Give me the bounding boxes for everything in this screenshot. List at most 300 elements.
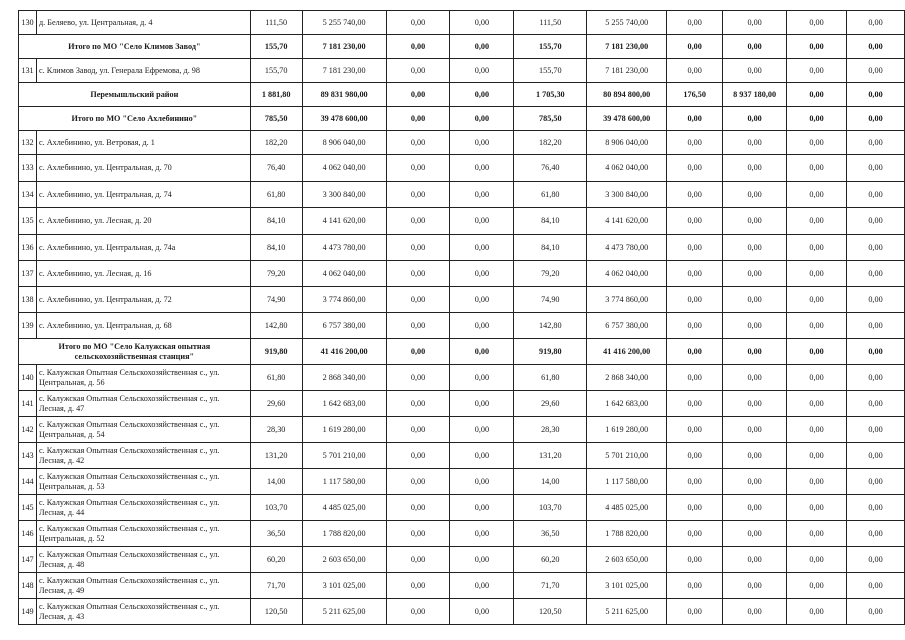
value-cell-c3: 0,00 xyxy=(386,208,450,235)
value-cell-c10: 0,00 xyxy=(846,83,904,107)
value-cell-area: 74,90 xyxy=(250,287,302,313)
value-cell-c7: 0,00 xyxy=(667,131,723,155)
value-cell-c8: 0,00 xyxy=(723,35,787,59)
value-cell-c6: 5 211 625,00 xyxy=(587,599,667,625)
row-number: 131 xyxy=(19,59,37,83)
value-cell-c4: 0,00 xyxy=(450,83,514,107)
value-cell-cost: 5 255 740,00 xyxy=(302,11,386,35)
value-cell-c5: 142,80 xyxy=(514,313,587,339)
value-cell-cost: 4 473 780,00 xyxy=(302,235,386,261)
value-cell-area: 142,80 xyxy=(250,313,302,339)
value-cell-cost: 2 603 650,00 xyxy=(302,547,386,573)
value-cell-area: 36,50 xyxy=(250,521,302,547)
value-cell-c10: 0,00 xyxy=(846,107,904,131)
value-cell-c6: 1 788 820,00 xyxy=(587,521,667,547)
row-number: 138 xyxy=(19,287,37,313)
value-cell-c8: 0,00 xyxy=(723,261,787,287)
value-cell-c5: 84,10 xyxy=(514,208,587,235)
value-cell-c7: 0,00 xyxy=(667,391,723,417)
value-cell-c4: 0,00 xyxy=(450,182,514,208)
value-cell-c9: 0,00 xyxy=(787,521,847,547)
value-cell-c10: 0,00 xyxy=(846,11,904,35)
value-cell-c10: 0,00 xyxy=(846,261,904,287)
value-cell-c6: 4 062 040,00 xyxy=(587,155,667,182)
value-cell-c8: 0,00 xyxy=(723,131,787,155)
value-cell-c5: 919,80 xyxy=(514,339,587,365)
value-cell-c3: 0,00 xyxy=(386,339,450,365)
value-cell-c6: 39 478 600,00 xyxy=(587,107,667,131)
value-cell-c6: 5 701 210,00 xyxy=(587,443,667,469)
value-cell-c5: 60,20 xyxy=(514,547,587,573)
value-cell-cost: 3 101 025,00 xyxy=(302,573,386,599)
value-cell-c5: 103,70 xyxy=(514,495,587,521)
value-cell-cost: 1 619 280,00 xyxy=(302,417,386,443)
value-cell-c10: 0,00 xyxy=(846,182,904,208)
value-cell-c7: 0,00 xyxy=(667,235,723,261)
address-cell: с. Ахлебинино, ул. Центральная, д. 74 xyxy=(36,182,250,208)
value-cell-area: 14,00 xyxy=(250,469,302,495)
value-cell-c3: 0,00 xyxy=(386,599,450,625)
value-cell-c5: 155,70 xyxy=(514,35,587,59)
value-cell-c10: 0,00 xyxy=(846,59,904,83)
value-cell-c8: 0,00 xyxy=(723,313,787,339)
value-cell-c7: 0,00 xyxy=(667,443,723,469)
value-cell-cost: 41 416 200,00 xyxy=(302,339,386,365)
value-cell-c10: 0,00 xyxy=(846,131,904,155)
value-cell-c10: 0,00 xyxy=(846,417,904,443)
value-cell-c9: 0,00 xyxy=(787,287,847,313)
row-number: 140 xyxy=(19,365,37,391)
value-cell-c10: 0,00 xyxy=(846,469,904,495)
address-cell: с. Ахлебинино, ул. Ветровая, д. 1 xyxy=(36,131,250,155)
value-cell-c4: 0,00 xyxy=(450,599,514,625)
value-cell-c10: 0,00 xyxy=(846,339,904,365)
value-cell-c10: 0,00 xyxy=(846,391,904,417)
housing-program-table xyxy=(18,10,905,625)
total-label: Итого по МО "Село Ахлебинино" xyxy=(19,107,251,131)
value-cell-c6: 3 101 025,00 xyxy=(587,573,667,599)
value-cell-c5: 111,50 xyxy=(514,11,587,35)
value-cell-c6: 1 117 580,00 xyxy=(587,469,667,495)
row-number: 142 xyxy=(19,417,37,443)
value-cell-c7: 0,00 xyxy=(667,573,723,599)
value-cell-c7: 0,00 xyxy=(667,521,723,547)
value-cell-c4: 0,00 xyxy=(450,521,514,547)
value-cell-c6: 4 062 040,00 xyxy=(587,261,667,287)
value-cell-c7: 0,00 xyxy=(667,35,723,59)
row-number: 132 xyxy=(19,131,37,155)
value-cell-c10: 0,00 xyxy=(846,235,904,261)
value-cell-c5: 71,70 xyxy=(514,573,587,599)
value-cell-c3: 0,00 xyxy=(386,155,450,182)
row-number: 139 xyxy=(19,313,37,339)
address-cell: с. Ахлебинино, ул. Лесная, д. 20 xyxy=(36,208,250,235)
table-row xyxy=(19,235,905,261)
value-cell-c8: 0,00 xyxy=(723,287,787,313)
value-cell-c8: 0,00 xyxy=(723,182,787,208)
value-cell-c9: 0,00 xyxy=(787,59,847,83)
value-cell-c5: 28,30 xyxy=(514,417,587,443)
value-cell-c7: 0,00 xyxy=(667,155,723,182)
value-cell-c3: 0,00 xyxy=(386,365,450,391)
row-number: 137 xyxy=(19,261,37,287)
value-cell-area: 61,80 xyxy=(250,182,302,208)
value-cell-cost: 5 211 625,00 xyxy=(302,599,386,625)
value-cell-cost: 7 181 230,00 xyxy=(302,59,386,83)
value-cell-c8: 0,00 xyxy=(723,443,787,469)
value-cell-cost: 1 642 683,00 xyxy=(302,391,386,417)
value-cell-c9: 0,00 xyxy=(787,313,847,339)
value-cell-c4: 0,00 xyxy=(450,339,514,365)
address-cell: с. Климов Завод, ул. Генерала Ефремова, д. 98 xyxy=(36,59,250,83)
value-cell-c8: 0,00 xyxy=(723,599,787,625)
value-cell-area: 71,70 xyxy=(250,573,302,599)
row-number: 130 xyxy=(19,11,37,35)
value-cell-cost: 39 478 600,00 xyxy=(302,107,386,131)
value-cell-c9: 0,00 xyxy=(787,391,847,417)
value-cell-area: 785,50 xyxy=(250,107,302,131)
value-cell-c6: 4 141 620,00 xyxy=(587,208,667,235)
value-cell-c4: 0,00 xyxy=(450,35,514,59)
value-cell-c4: 0,00 xyxy=(450,235,514,261)
value-cell-c4: 0,00 xyxy=(450,261,514,287)
address-cell: с. Калужская Опытная Сельскохозяйственная с., ул. Лесная, д. 48 xyxy=(36,547,250,573)
value-cell-c10: 0,00 xyxy=(846,599,904,625)
value-cell-c9: 0,00 xyxy=(787,107,847,131)
table-row xyxy=(19,59,905,83)
value-cell-c9: 0,00 xyxy=(787,208,847,235)
value-cell-c10: 0,00 xyxy=(846,208,904,235)
table-row xyxy=(19,443,905,469)
value-cell-c10: 0,00 xyxy=(846,365,904,391)
value-cell-cost: 4 062 040,00 xyxy=(302,155,386,182)
total-row xyxy=(19,339,905,365)
value-cell-c10: 0,00 xyxy=(846,155,904,182)
value-cell-c9: 0,00 xyxy=(787,235,847,261)
value-cell-c3: 0,00 xyxy=(386,391,450,417)
value-cell-c4: 0,00 xyxy=(450,469,514,495)
row-number: 143 xyxy=(19,443,37,469)
value-cell-c7: 0,00 xyxy=(667,208,723,235)
value-cell-c6: 41 416 200,00 xyxy=(587,339,667,365)
value-cell-c10: 0,00 xyxy=(846,573,904,599)
row-number: 148 xyxy=(19,573,37,599)
value-cell-area: 131,20 xyxy=(250,443,302,469)
address-cell: с. Калужская Опытная Сельскохозяйственная с., ул. Центральная, д. 56 xyxy=(36,365,250,391)
address-cell: с. Ахлебинино, ул. Центральная, д. 74а xyxy=(36,235,250,261)
value-cell-c3: 0,00 xyxy=(386,573,450,599)
value-cell-area: 29,60 xyxy=(250,391,302,417)
value-cell-c8: 0,00 xyxy=(723,495,787,521)
value-cell-cost: 4 141 620,00 xyxy=(302,208,386,235)
value-cell-c3: 0,00 xyxy=(386,417,450,443)
value-cell-c7: 0,00 xyxy=(667,11,723,35)
value-cell-c5: 61,80 xyxy=(514,182,587,208)
value-cell-c9: 0,00 xyxy=(787,365,847,391)
value-cell-c9: 0,00 xyxy=(787,339,847,365)
value-cell-c10: 0,00 xyxy=(846,547,904,573)
table-row xyxy=(19,391,905,417)
value-cell-c8: 0,00 xyxy=(723,391,787,417)
value-cell-c9: 0,00 xyxy=(787,469,847,495)
value-cell-cost: 3 774 860,00 xyxy=(302,287,386,313)
value-cell-c9: 0,00 xyxy=(787,261,847,287)
row-number: 146 xyxy=(19,521,37,547)
address-cell: с. Калужская Опытная Сельскохозяйственная с., ул. Лесная, д. 42 xyxy=(36,443,250,469)
row-number: 134 xyxy=(19,182,37,208)
value-cell-c5: 131,20 xyxy=(514,443,587,469)
value-cell-area: 60,20 xyxy=(250,547,302,573)
table-row xyxy=(19,208,905,235)
row-number: 144 xyxy=(19,469,37,495)
value-cell-c9: 0,00 xyxy=(787,35,847,59)
value-cell-c9: 0,00 xyxy=(787,573,847,599)
value-cell-c10: 0,00 xyxy=(846,443,904,469)
value-cell-c8: 0,00 xyxy=(723,547,787,573)
value-cell-c3: 0,00 xyxy=(386,182,450,208)
value-cell-c5: 785,50 xyxy=(514,107,587,131)
value-cell-c8: 0,00 xyxy=(723,521,787,547)
table-row xyxy=(19,547,905,573)
value-cell-c7: 0,00 xyxy=(667,495,723,521)
table-row xyxy=(19,599,905,625)
value-cell-c3: 0,00 xyxy=(386,235,450,261)
total-row xyxy=(19,83,905,107)
value-cell-c8: 8 937 180,00 xyxy=(723,83,787,107)
value-cell-c8: 0,00 xyxy=(723,365,787,391)
value-cell-c9: 0,00 xyxy=(787,155,847,182)
value-cell-area: 155,70 xyxy=(250,35,302,59)
value-cell-c5: 36,50 xyxy=(514,521,587,547)
value-cell-c4: 0,00 xyxy=(450,155,514,182)
value-cell-c9: 0,00 xyxy=(787,599,847,625)
value-cell-c3: 0,00 xyxy=(386,547,450,573)
value-cell-c4: 0,00 xyxy=(450,131,514,155)
value-cell-c4: 0,00 xyxy=(450,547,514,573)
table-row xyxy=(19,182,905,208)
value-cell-c9: 0,00 xyxy=(787,182,847,208)
address-cell: с. Калужская Опытная Сельскохозяйственная с., ул. Центральная, д. 52 xyxy=(36,521,250,547)
value-cell-area: 61,80 xyxy=(250,365,302,391)
row-number: 136 xyxy=(19,235,37,261)
table-row xyxy=(19,131,905,155)
value-cell-c6: 2 868 340,00 xyxy=(587,365,667,391)
value-cell-c7: 0,00 xyxy=(667,365,723,391)
value-cell-c7: 0,00 xyxy=(667,287,723,313)
value-cell-cost: 1 788 820,00 xyxy=(302,521,386,547)
value-cell-c8: 0,00 xyxy=(723,339,787,365)
value-cell-c10: 0,00 xyxy=(846,495,904,521)
value-cell-c4: 0,00 xyxy=(450,391,514,417)
value-cell-c7: 0,00 xyxy=(667,182,723,208)
value-cell-c3: 0,00 xyxy=(386,107,450,131)
value-cell-c6: 3 300 840,00 xyxy=(587,182,667,208)
value-cell-c9: 0,00 xyxy=(787,495,847,521)
address-cell: д. Беляево, ул. Центральная, д. 4 xyxy=(36,11,250,35)
address-cell: с. Ахлебинино, ул. Центральная, д. 72 xyxy=(36,287,250,313)
value-cell-c3: 0,00 xyxy=(386,495,450,521)
value-cell-c4: 0,00 xyxy=(450,495,514,521)
value-cell-c10: 0,00 xyxy=(846,35,904,59)
value-cell-c6: 8 906 040,00 xyxy=(587,131,667,155)
table-row xyxy=(19,11,905,35)
table-row xyxy=(19,261,905,287)
value-cell-cost: 3 300 840,00 xyxy=(302,182,386,208)
value-cell-c6: 5 255 740,00 xyxy=(587,11,667,35)
value-cell-c4: 0,00 xyxy=(450,11,514,35)
value-cell-c5: 76,40 xyxy=(514,155,587,182)
value-cell-c3: 0,00 xyxy=(386,313,450,339)
value-cell-area: 76,40 xyxy=(250,155,302,182)
address-cell: с. Калужская Опытная Сельскохозяйственная с., ул. Лесная, д. 43 xyxy=(36,599,250,625)
value-cell-area: 120,50 xyxy=(250,599,302,625)
value-cell-area: 103,70 xyxy=(250,495,302,521)
value-cell-area: 84,10 xyxy=(250,208,302,235)
value-cell-c5: 61,80 xyxy=(514,365,587,391)
value-cell-c6: 7 181 230,00 xyxy=(587,35,667,59)
total-row xyxy=(19,35,905,59)
value-cell-c7: 0,00 xyxy=(667,339,723,365)
value-cell-c6: 1 619 280,00 xyxy=(587,417,667,443)
value-cell-cost: 8 906 040,00 xyxy=(302,131,386,155)
table-row xyxy=(19,155,905,182)
table-row xyxy=(19,313,905,339)
value-cell-c8: 0,00 xyxy=(723,59,787,83)
value-cell-c7: 0,00 xyxy=(667,313,723,339)
value-cell-c3: 0,00 xyxy=(386,11,450,35)
address-cell: с. Калужская Опытная Сельскохозяйственная с., ул. Лесная, д. 44 xyxy=(36,495,250,521)
value-cell-c8: 0,00 xyxy=(723,235,787,261)
value-cell-cost: 4 485 025,00 xyxy=(302,495,386,521)
value-cell-c8: 0,00 xyxy=(723,469,787,495)
value-cell-area: 111,50 xyxy=(250,11,302,35)
value-cell-c3: 0,00 xyxy=(386,521,450,547)
address-cell: с. Ахлебинино, ул. Центральная, д. 70 xyxy=(36,155,250,182)
value-cell-c6: 4 485 025,00 xyxy=(587,495,667,521)
table-row xyxy=(19,365,905,391)
value-cell-c4: 0,00 xyxy=(450,287,514,313)
row-number: 135 xyxy=(19,208,37,235)
value-cell-cost: 89 831 980,00 xyxy=(302,83,386,107)
value-cell-c7: 0,00 xyxy=(667,599,723,625)
value-cell-c6: 3 774 860,00 xyxy=(587,287,667,313)
value-cell-c4: 0,00 xyxy=(450,573,514,599)
value-cell-cost: 7 181 230,00 xyxy=(302,35,386,59)
value-cell-c5: 120,50 xyxy=(514,599,587,625)
total-label: Итого по МО "Село Климов Завод" xyxy=(19,35,251,59)
value-cell-c4: 0,00 xyxy=(450,365,514,391)
value-cell-area: 28,30 xyxy=(250,417,302,443)
value-cell-c10: 0,00 xyxy=(846,313,904,339)
address-cell: с. Калужская Опытная Сельскохозяйственная с., ул. Лесная, д. 49 xyxy=(36,573,250,599)
total-label: Итого по МО "Село Калужская опытная сельскохозяйственная станция" xyxy=(19,339,251,365)
value-cell-c5: 1 705,30 xyxy=(514,83,587,107)
row-number: 141 xyxy=(19,391,37,417)
value-cell-c8: 0,00 xyxy=(723,573,787,599)
value-cell-c8: 0,00 xyxy=(723,107,787,131)
address-cell: с. Калужская Опытная Сельскохозяйственная с., ул. Лесная, д. 47 xyxy=(36,391,250,417)
value-cell-c3: 0,00 xyxy=(386,287,450,313)
value-cell-c5: 155,70 xyxy=(514,59,587,83)
value-cell-c9: 0,00 xyxy=(787,417,847,443)
table-row xyxy=(19,573,905,599)
value-cell-c5: 79,20 xyxy=(514,261,587,287)
value-cell-cost: 1 117 580,00 xyxy=(302,469,386,495)
value-cell-c5: 74,90 xyxy=(514,287,587,313)
address-cell: с. Калужская Опытная Сельскохозяйственная с., ул. Центральная, д. 54 xyxy=(36,417,250,443)
row-number: 145 xyxy=(19,495,37,521)
value-cell-c5: 29,60 xyxy=(514,391,587,417)
value-cell-c6: 7 181 230,00 xyxy=(587,59,667,83)
value-cell-c5: 14,00 xyxy=(514,469,587,495)
value-cell-area: 79,20 xyxy=(250,261,302,287)
total-row xyxy=(19,107,905,131)
total-label: Перемышльский район xyxy=(19,83,251,107)
value-cell-cost: 4 062 040,00 xyxy=(302,261,386,287)
address-cell: с. Ахлебинино, ул. Центральная, д. 68 xyxy=(36,313,250,339)
value-cell-c5: 182,20 xyxy=(514,131,587,155)
value-cell-c3: 0,00 xyxy=(386,443,450,469)
value-cell-c4: 0,00 xyxy=(450,417,514,443)
value-cell-area: 1 881,80 xyxy=(250,83,302,107)
value-cell-c7: 0,00 xyxy=(667,417,723,443)
table-row xyxy=(19,469,905,495)
value-cell-c3: 0,00 xyxy=(386,261,450,287)
value-cell-c9: 0,00 xyxy=(787,547,847,573)
table-row xyxy=(19,417,905,443)
value-cell-c9: 0,00 xyxy=(787,443,847,469)
address-cell: с. Ахлебинино, ул. Лесная, д. 16 xyxy=(36,261,250,287)
value-cell-c3: 0,00 xyxy=(386,469,450,495)
value-cell-c8: 0,00 xyxy=(723,208,787,235)
value-cell-c4: 0,00 xyxy=(450,443,514,469)
value-cell-c8: 0,00 xyxy=(723,417,787,443)
value-cell-c8: 0,00 xyxy=(723,11,787,35)
value-cell-c4: 0,00 xyxy=(450,208,514,235)
value-cell-c6: 6 757 380,00 xyxy=(587,313,667,339)
value-cell-c5: 84,10 xyxy=(514,235,587,261)
value-cell-c7: 0,00 xyxy=(667,261,723,287)
value-cell-cost: 5 701 210,00 xyxy=(302,443,386,469)
row-number: 133 xyxy=(19,155,37,182)
value-cell-c6: 4 473 780,00 xyxy=(587,235,667,261)
value-cell-c7: 176,50 xyxy=(667,83,723,107)
table-row xyxy=(19,287,905,313)
value-cell-c3: 0,00 xyxy=(386,59,450,83)
value-cell-area: 84,10 xyxy=(250,235,302,261)
value-cell-c9: 0,00 xyxy=(787,11,847,35)
value-cell-c6: 80 894 800,00 xyxy=(587,83,667,107)
value-cell-c6: 1 642 683,00 xyxy=(587,391,667,417)
value-cell-c7: 0,00 xyxy=(667,59,723,83)
value-cell-c10: 0,00 xyxy=(846,521,904,547)
value-cell-c4: 0,00 xyxy=(450,313,514,339)
value-cell-area: 919,80 xyxy=(250,339,302,365)
value-cell-c10: 0,00 xyxy=(846,287,904,313)
row-number: 147 xyxy=(19,547,37,573)
table-row xyxy=(19,521,905,547)
value-cell-c4: 0,00 xyxy=(450,107,514,131)
value-cell-c7: 0,00 xyxy=(667,469,723,495)
value-cell-c6: 2 603 650,00 xyxy=(587,547,667,573)
value-cell-c3: 0,00 xyxy=(386,131,450,155)
value-cell-cost: 2 868 340,00 xyxy=(302,365,386,391)
row-number: 149 xyxy=(19,599,37,625)
value-cell-c4: 0,00 xyxy=(450,59,514,83)
table-row xyxy=(19,495,905,521)
address-cell: с. Калужская Опытная Сельскохозяйственная с., ул. Центральная, д. 53 xyxy=(36,469,250,495)
value-cell-c9: 0,00 xyxy=(787,83,847,107)
